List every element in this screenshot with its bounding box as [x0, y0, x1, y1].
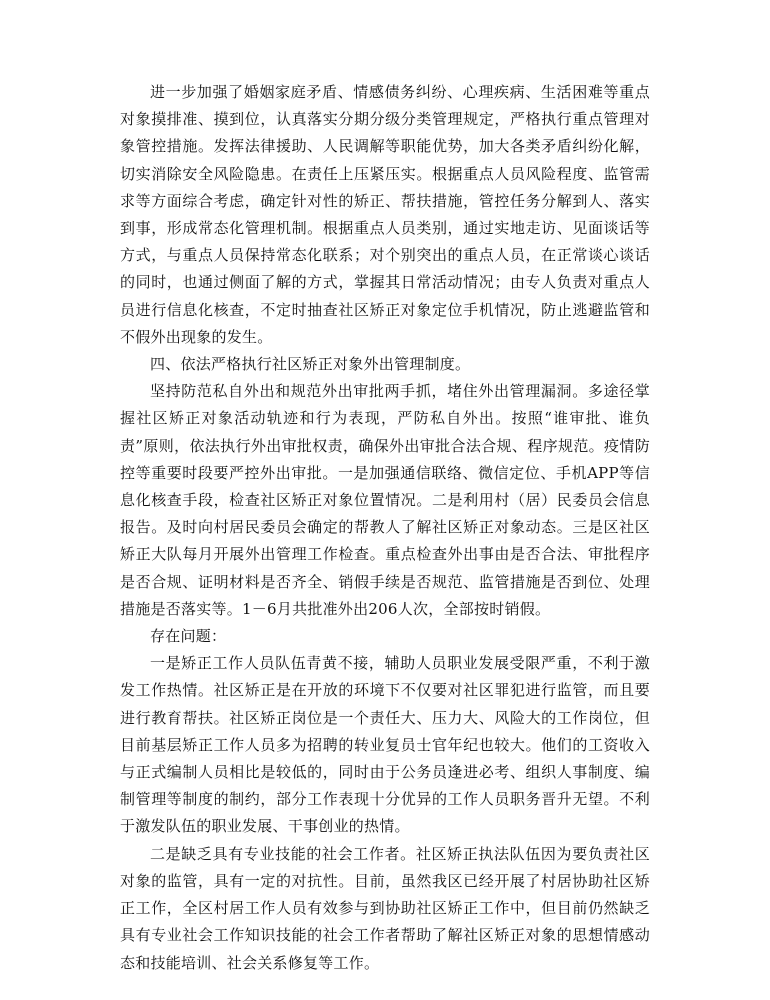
paragraph-problem-social-workers: 二是缺乏具有专业技能的社会工作者。社区矫正执法队伍因为要负责社区对象的监管，具有一定的对抗性。目前，虽然我区已经开展了村居协助社区矫正工作，全区村居工作人员有效参与到协助社区矫正工作中，但目前仍然缺乏具有专业社会工作知识技能的社会工作者帮助了解社区矫正对象的思想情感动态和技能培训、社会关系修复等工作。 [120, 844, 650, 972]
paragraph-problem-staffing: 一是矫正工作人员队伍青黄不接，辅助人员职业发展受限严重，不利于激发工作热情。社区矫正是在开放的环境下不仅要对社区罪犯进行监管，而且要进行教育帮扶。社区矫正岗位是一个责任大、压力大、风险大的工作岗位，但目前基层矫正工作人员多为招聘的转业复员士官年纪也较大。他们的工资收入与正式编制人员相比是较低的，同时由于公务员逢进必考、组织人事制度、编制管理等制度的制约，部分工作表现十分优异的工作人员职务晋升无望。不利于激发队伍的职业发展、干事创业的热情。 [120, 654, 650, 836]
paragraph-key-persons-management: 进一步加强了婚姻家庭矛盾、情感债务纠纷、心理疾病、生活困难等重点对象摸排准、摸到位，认真落实分期分级分类管理规定，严格执行重点管理对象管控措施。发挥法律援助、人民调解等职能优势，加大各类矛盾纠纷化解，切实消除安全风险隐患。在责任上压紧压实。根据重点人员风险程度、监管需求等方面综合考虑，确定针对性的矫正、帮扶措施，管控任务分解到人、落实到事，形成常态化管理机制。根据重点人员类别，通过实地走访、见面谈话等方式，与重点人员保持常态化联系；对个别突出的重点人员，在正常谈心谈话的同时，也通过侧面了解的方式，掌握其日常活动情况；由专人负责对重点人员进行信息化核查，不定时抽查社区矫正对象定位手机情况，防止逃避监管和不假外出现象的发生。 [120, 83, 650, 346]
section-heading-outing-management: 四、依法严格执行社区矫正对象外出管理制度。 [150, 355, 471, 374]
section-heading-existing-problems: 存在问题： [150, 627, 227, 646]
paragraph-outing-approval: 坚持防范私自外出和规范外出审批两手抓，堵住外出管理漏洞。多途径掌握社区矫正对象活动轨迹和行为表现，严防私自外出。按照“谁审批、谁负责”原则，依法执行外出审批权责，确保外出审批合法合规、程序规范。疫情防控等重要时段要严控外出审批。一是加强通信联络、微信定位、手机APP等信息化核查手段，检查社区矫正对象位置情况。二是利用村（居）民委员会信息报告。及时向村居民委员会确定的帮教人了解社区矫正对象动态。三是区社区矫正大队每月开展外出管理工作检查。重点检查外出事由是否合法、审批程序是否合规、证明材料是否齐全、销假手续是否规范、监管措施是否到位、处理措施是否落实等。1－6月共批准外出206人次，全部按时销假。 [120, 382, 650, 618]
document-body [120, 79, 650, 977]
